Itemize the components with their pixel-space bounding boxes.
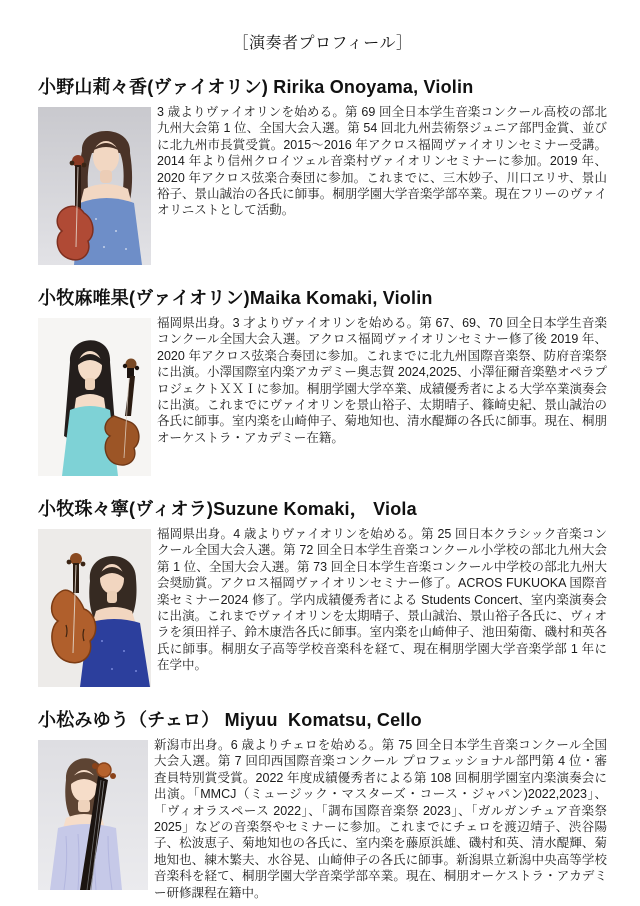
portrait-cellist-lavender-dress-icon (38, 740, 148, 890)
portrait-violinist-blue-dress-icon (38, 107, 151, 265)
performer-section-komatsu (38, 706, 607, 901)
performer-section-maika-komaki (38, 284, 607, 478)
performer-heading: 小牧麻唯果(ヴァイオリン)Maika Komaki, Violin (38, 288, 433, 308)
performer-heading: 小牧珠々寧(ヴィオラ)Suzune Komaki， Viola (38, 499, 417, 519)
performer-photo (38, 318, 151, 476)
performer-heading: 小野山莉々香(ヴァイオリン) Ririka Onoyama, Violin (38, 77, 474, 97)
performer-bio: 福岡県出身。3 才よりヴァイオリンを始める。第 67、69、70 回全日本学生音楽コンクール全国大会入選。アクロス福岡ヴァイオリンセミナー修了後 2019 年、2020 年アクロス弦楽合奏団に参加。これまでに北九州国際音楽祭、防府音楽祭に出演。小澤国際室内楽アカデミー奥志賀 2024,2025、小澤征爾音楽塾オペラプロジェクトＸＸＩに参加。桐朋学園大学卒業、成績優秀者による大学卒業演奏会に出演。これまでにヴァイオリンを景山裕子、太期晴子、篠崎史紀、景山誠治の各氏に師事。室内楽を山崎伸子、菊地知也、清水醍輝の各氏に師事。現在、桐朋オーケストラ・アカデミー在籍。 (157, 316, 608, 445)
performer-bio: 3 歳よりヴァイオリンを始める。第 69 回全日本学生音楽コンクール高校の部北九州大会第 1 位、全国大会入選。第 54 回北九州芸術祭ジュニア部門金賞、並びに北九州市長賞受賞。2015～2016 年アクロス福岡ヴァイオリンセミナー受講。2014 年より信州クロイツェル音楽村ヴァイオリンセミナーに参加。2019 年、2020 年アクロス弦楽合奏団に参加。これまでに、三木妙子、川口ヱリサ、景山裕子、景山誠治の各氏に師事。桐朋学園大学音楽学部卒業。現在フリーのヴァイオリニストとして活動。 (157, 105, 607, 218)
page-title: ［演奏者プロフィール］ (232, 35, 413, 52)
performer-section-suzune-komaki (38, 495, 607, 689)
performer-heading: 小松みゆう（チェロ） Miyuu Komatsu, Cello (38, 710, 422, 730)
portrait-violinist-turquoise-dress-icon (38, 318, 151, 476)
portrait-violist-navy-dress-icon (38, 529, 151, 687)
performer-bio: 福岡県出身。4 歳よりヴァイオリンを始める。第 25 回日本クラシック音楽コンクール全国大会入選。第 72 回全日本学生音楽コンクール小学校の部北九州大会第 1 位、全国大会入選。第 73 回全日本学生音楽コンクール中学校の部北九州大会奨励賞。アクロス福岡ヴァイオリンセミナー修了。ACROS FUKUOKA 国際音楽セミナー2024 修了。学内成績優秀者による Students Concert、室内楽演奏会に出演。これまでヴァイオリンを太期晴子、景山誠治、景山裕子各氏に、ヴィオラを須田祥子、鈴木康浩各氏に師事。室内楽を山崎伸子、池田菊衛、磯村和英各氏に師事。桐朋女子高等学校音楽科を経て、現在桐朋学園大学音楽学部 1 年に在学中。 (157, 527, 608, 673)
performer-photo (38, 740, 148, 890)
performer-photo (38, 529, 151, 687)
performer-section-onoyama (38, 73, 607, 267)
performer-photo (38, 107, 151, 265)
performer-bio: 新潟市出身。6 歳よりチェロを始める。第 75 回全日本学生音楽コンクール全国大会入選。第 7 回印西国際音楽コンクール プロフェッショナル部門第 4 位・審査員特別賞受賞。2022 年度成績優秀者による第 108 回桐朋学園室内楽演奏会に出演。「MMCJ（ミュージック・マスターズ・コース・ジャパン)2022,2023」、「ヴィオラスペース 2022」、「調布国際音楽祭 2023」、「ガルガンチュア音楽祭 2025」などの音楽祭やセミナーに参加。これまでにチェロを渡辺靖子、渋谷陽子、松波恵子、菊地知也の各氏に、室内楽を藤原浜雄、磯村和英、清水醍輝、菊地知也、練木繁夫、水谷晃、山崎伸子の各氏に師事。新潟県立新潟中央高等学校音楽科を経て、桐朋学園大学音楽学部卒業。現在、桐朋オーケストラ・アカデミー研修課程在籍中。 (154, 738, 607, 900)
